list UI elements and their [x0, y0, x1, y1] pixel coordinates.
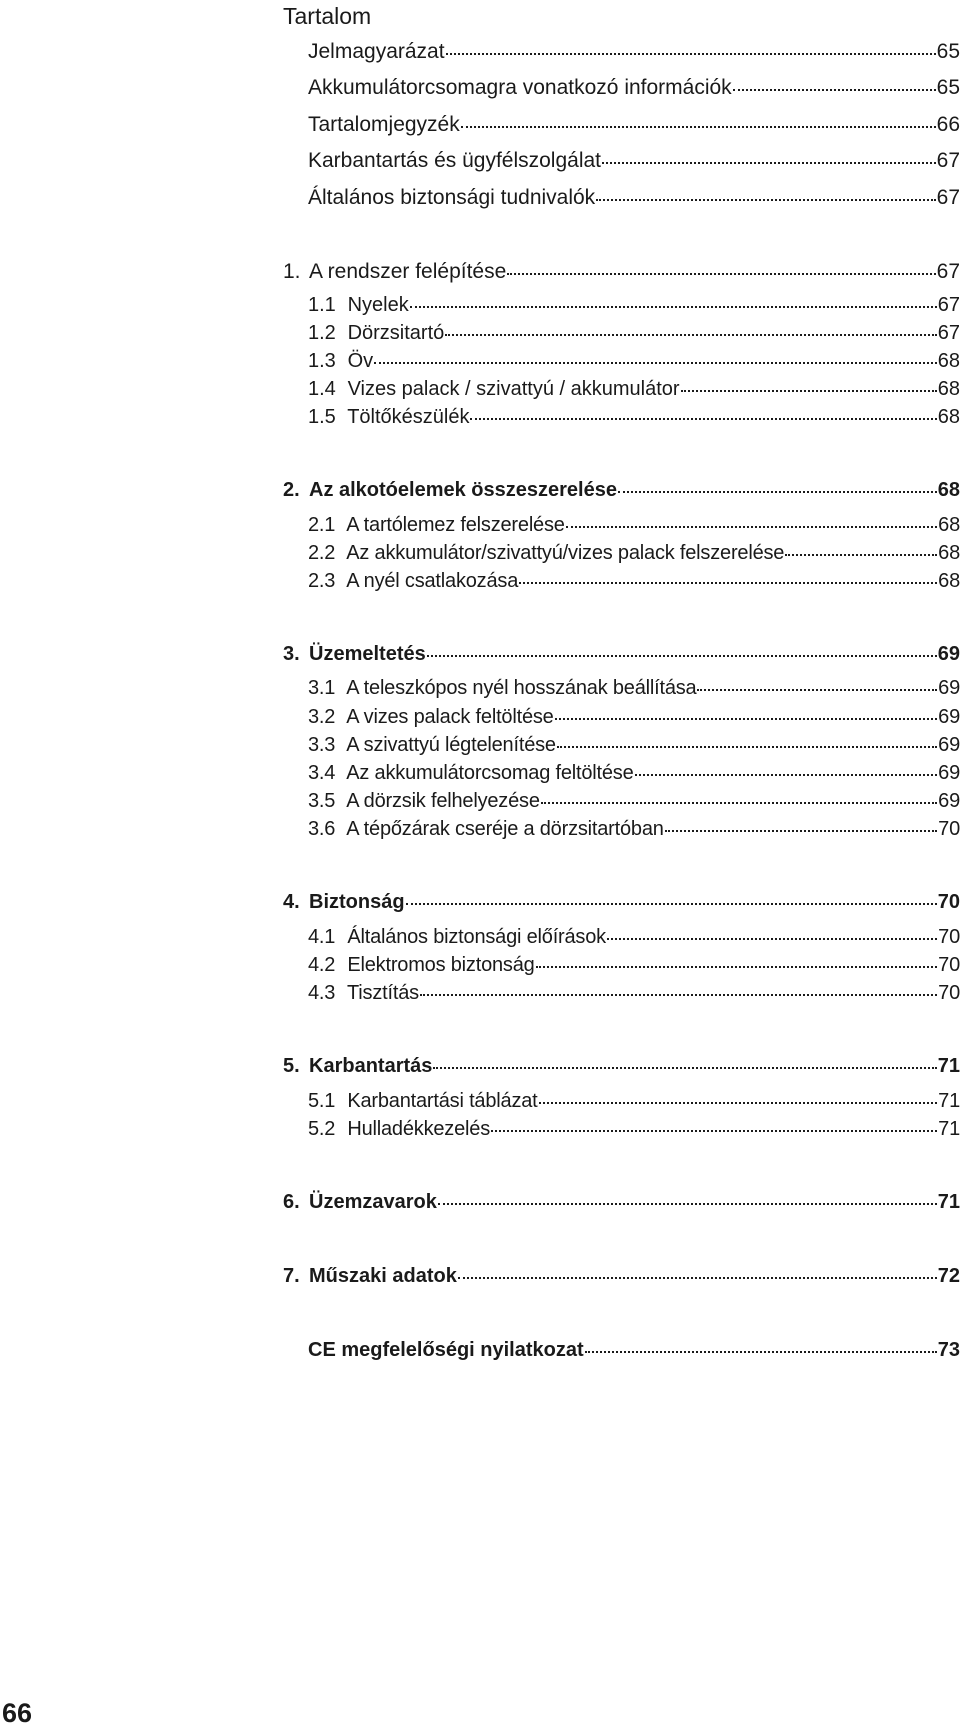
- dot-leader: [585, 1351, 937, 1353]
- toc-entry-jelmagyarazat[interactable]: [308, 40, 960, 64]
- toc-page-number: 71: [937, 1191, 960, 1213]
- toc-chapter-title: Üzemzavarok: [309, 1191, 437, 1213]
- dot-leader: [618, 491, 937, 493]
- toc-chapter-4[interactable]: [283, 891, 960, 914]
- toc-page-number: 67: [936, 186, 960, 209]
- toc-page-number: 69: [938, 734, 960, 756]
- toc-chapter-title: Biztonság: [309, 891, 405, 913]
- toc-section-4-1[interactable]: [308, 926, 960, 949]
- dot-leader: [681, 390, 937, 392]
- toc-page-number: 68: [937, 378, 960, 400]
- dot-leader: [607, 938, 937, 940]
- toc-section-5-2[interactable]: [308, 1118, 960, 1141]
- toc-section-number: 3.2: [308, 706, 336, 728]
- toc-entry-label: Akkumulátorcsomagra vonatkozó információk: [308, 76, 732, 99]
- toc-section-number: 2.2: [308, 542, 336, 564]
- toc-section-title: A tartólemez felszerelése: [346, 514, 565, 536]
- dot-leader: [557, 746, 937, 748]
- dot-leader: [461, 126, 936, 128]
- toc-chapter-title: Karbantartás: [309, 1055, 433, 1077]
- toc-page-number: 67: [936, 149, 960, 172]
- toc-section-title: Vizes palack / szivattyú / akkumulátor: [347, 378, 680, 400]
- toc-entry-karbantartas-ugyfelszolgalat[interactable]: [308, 149, 960, 173]
- dot-leader: [665, 830, 937, 832]
- toc-section-number: 5.1: [308, 1090, 336, 1112]
- toc-entry-akkumulator-info[interactable]: [308, 76, 960, 100]
- dot-leader: [596, 199, 935, 201]
- toc-chapter-5[interactable]: [283, 1055, 960, 1078]
- toc-entry-label: Jelmagyarázat: [308, 40, 445, 63]
- dot-leader: [491, 1130, 937, 1132]
- dot-leader: [785, 554, 937, 556]
- toc-chapter-number: 1.: [283, 260, 301, 283]
- toc-page-number: 69: [938, 790, 960, 812]
- dot-leader: [635, 774, 938, 776]
- toc-section-number: 4.3: [308, 982, 336, 1004]
- toc-section-title: Hulladékkezelés: [347, 1118, 490, 1140]
- toc-page-number: 70: [938, 818, 960, 840]
- toc-chapter-title: Az alkotóelemek összeszerelése: [309, 479, 617, 501]
- toc-page-number: 68: [937, 350, 960, 372]
- toc-page-number: 69: [938, 706, 960, 728]
- toc-chapter-title: Üzemeltetés: [309, 643, 426, 665]
- toc-page-number: 70: [938, 982, 960, 1004]
- toc-chapter-7[interactable]: [283, 1265, 960, 1288]
- dot-leader: [420, 994, 937, 996]
- toc-section-2-1[interactable]: [308, 514, 960, 537]
- dot-leader: [602, 162, 936, 164]
- toc-chapter-title: A rendszer felépítése: [309, 260, 507, 283]
- toc-section-number: 5.2: [308, 1118, 336, 1140]
- toc-section-number: 4.2: [308, 954, 336, 976]
- toc-page-number: 66: [936, 113, 960, 136]
- dot-leader: [470, 418, 936, 420]
- toc-section-title: A dörzsik felhelyezése: [346, 790, 540, 812]
- dot-leader: [406, 903, 937, 905]
- toc-section-1-4[interactable]: [308, 378, 960, 401]
- toc-page-number: 69: [938, 677, 960, 699]
- toc-chapter-number: 5.: [283, 1055, 300, 1077]
- toc-chapter-number: 4.: [283, 891, 300, 913]
- toc-page-number: 70: [937, 891, 960, 913]
- toc-page-number: 68: [938, 570, 960, 592]
- toc-section-title: A tépőzárak cseréje a dörzsitartóban: [346, 818, 664, 840]
- toc-section-title: Elektromos biztonság: [347, 954, 535, 976]
- toc-section-number: 3.5: [308, 790, 336, 812]
- toc-page-number: 70: [938, 926, 960, 948]
- toc-section-3-2[interactable]: [308, 706, 960, 729]
- toc-section-number: 3.1: [308, 677, 336, 699]
- toc-section-number: 2.3: [308, 570, 336, 592]
- toc-section-title: A szivattyú légtelenítése: [346, 734, 556, 756]
- toc-entry-label: Általános biztonsági tudnivalók: [308, 186, 596, 209]
- toc-section-1-2[interactable]: [308, 322, 960, 345]
- toc-page-number: 67: [936, 260, 960, 283]
- dot-leader: [541, 802, 937, 804]
- toc-page-number: 68: [938, 514, 960, 536]
- toc-chapter-number: 7.: [283, 1265, 300, 1287]
- toc-entry-label: CE megfelelőségi nyilatkozat: [308, 1339, 584, 1361]
- toc-page-number: 65: [936, 76, 960, 99]
- toc-chapter-title: Műszaki adatok: [309, 1265, 457, 1287]
- toc-section-3-6[interactable]: [308, 818, 960, 841]
- toc-section-number: 1.1: [308, 294, 336, 316]
- dot-leader: [410, 306, 937, 308]
- dot-leader: [438, 1203, 937, 1205]
- toc-page-number: 69: [938, 762, 960, 784]
- toc-page-number: 72: [937, 1265, 960, 1287]
- toc-chapter-number: 6.: [283, 1191, 300, 1213]
- dot-leader: [445, 334, 936, 336]
- toc-section-number: 3.4: [308, 762, 336, 784]
- toc-section-number: 1.5: [308, 406, 336, 428]
- toc-section-3-5[interactable]: [308, 790, 960, 813]
- toc-section-1-1[interactable]: [308, 294, 960, 317]
- dot-leader: [733, 89, 936, 91]
- dot-leader: [507, 273, 935, 275]
- toc-section-title: A vizes palack feltöltése: [346, 706, 554, 728]
- toc-page-number: 69: [937, 643, 960, 665]
- toc-section-title: Nyelek: [347, 294, 409, 316]
- dot-leader: [555, 718, 938, 720]
- dot-leader: [427, 655, 937, 657]
- toc-chapter-2[interactable]: [283, 479, 960, 502]
- toc-section-number: 4.1: [308, 926, 336, 948]
- toc-section-5-1[interactable]: [308, 1090, 960, 1113]
- toc-page-number: 68: [937, 406, 960, 428]
- toc-section-2-2[interactable]: [308, 542, 960, 565]
- toc-page-number: 71: [937, 1055, 960, 1077]
- page-title: Tartalom: [283, 3, 372, 29]
- toc-section-number: 1.2: [308, 322, 336, 344]
- toc-page-number: 71: [938, 1090, 960, 1112]
- toc-entry-tartalomjegyzek[interactable]: [308, 113, 960, 137]
- toc-section-title: Dörzsitartó: [347, 322, 445, 344]
- toc-section-number: 1.4: [308, 378, 336, 400]
- toc-entry-ce-declaration[interactable]: [308, 1339, 960, 1362]
- toc-section-1-3[interactable]: [308, 350, 960, 373]
- toc-section-title: Az akkumulátor/szivattyú/vizes palack felszerelése: [346, 542, 785, 564]
- dot-leader: [566, 526, 937, 528]
- toc-section-1-5[interactable]: [308, 406, 960, 429]
- dot-leader: [446, 53, 936, 55]
- toc-section-number: 3.3: [308, 734, 336, 756]
- dot-leader: [539, 1102, 938, 1104]
- toc-entry-altalanos-biztonsag[interactable]: [308, 186, 960, 210]
- dot-leader: [697, 689, 937, 691]
- toc-section-3-4[interactable]: [308, 762, 960, 785]
- toc-section-title: Általános biztonsági előírások: [347, 926, 606, 948]
- toc-section-number: 2.1: [308, 514, 336, 536]
- toc-section-number: 1.3: [308, 350, 336, 372]
- dot-leader: [458, 1277, 937, 1279]
- toc-page-number: 67: [937, 322, 960, 344]
- toc-chapter-3[interactable]: [283, 643, 960, 666]
- toc-chapter-6[interactable]: [283, 1191, 960, 1214]
- dot-leader: [433, 1067, 936, 1069]
- toc-section-title: Öv: [347, 350, 374, 372]
- toc-section-title: Töltőkészülék: [347, 406, 470, 428]
- toc-chapter-1[interactable]: [283, 260, 960, 284]
- toc-section-title: Karbantartási táblázat: [347, 1090, 538, 1112]
- toc-section-3-3[interactable]: [308, 734, 960, 757]
- toc-section-title: A nyél csatlakozása: [346, 570, 519, 592]
- dot-leader: [536, 966, 938, 968]
- toc-section-2-3[interactable]: [308, 570, 960, 593]
- toc-entry-label: Tartalomjegyzék: [308, 113, 460, 136]
- toc-chapter-number: 2.: [283, 479, 300, 501]
- dot-leader: [519, 582, 937, 584]
- toc-section-3-1[interactable]: [308, 677, 960, 700]
- toc-page-number: 70: [938, 954, 960, 976]
- dot-leader: [374, 362, 937, 364]
- toc-section-title: Az akkumulátorcsomag feltöltése: [346, 762, 634, 784]
- toc-section-4-3[interactable]: [308, 982, 960, 1005]
- toc-section-number: 3.6: [308, 818, 336, 840]
- page-number: 66: [2, 1698, 33, 1728]
- toc-page-number: 65: [936, 40, 960, 63]
- toc-page-number: 73: [937, 1339, 960, 1361]
- toc-chapter-number: 3.: [283, 643, 300, 665]
- toc-section-title: A teleszkópos nyél hosszának beállítása: [346, 677, 697, 699]
- toc-entry-label: Karbantartás és ügyfélszolgálat: [308, 149, 602, 172]
- toc-page-number: 71: [938, 1118, 960, 1140]
- toc-page-number: 67: [937, 294, 960, 316]
- toc-page-number: 68: [937, 479, 960, 501]
- toc-page-number: 68: [938, 542, 960, 564]
- toc-section-title: Tisztítás: [347, 982, 419, 1004]
- toc-section-4-2[interactable]: [308, 954, 960, 977]
